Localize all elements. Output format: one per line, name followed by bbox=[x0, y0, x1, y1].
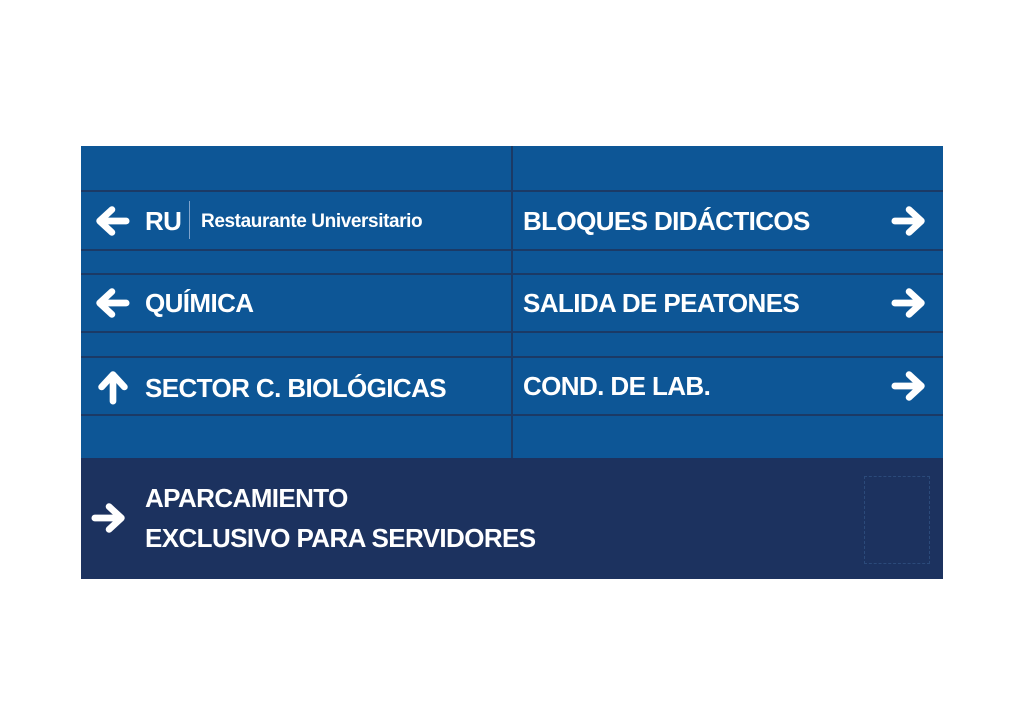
sector-label: SECTOR C. BIOLÓGICAS bbox=[145, 373, 446, 403]
arrow-right-icon bbox=[891, 284, 929, 322]
quimica-label: QUÍMICA bbox=[145, 288, 254, 318]
column-divider bbox=[511, 146, 513, 458]
symbol-placeholder bbox=[864, 476, 930, 564]
cond-label: COND. DE LAB. bbox=[523, 371, 711, 401]
label-separator bbox=[189, 201, 190, 239]
row-divider bbox=[81, 331, 943, 333]
parking-panel bbox=[81, 458, 943, 579]
exclusivo-label: EXCLUSIVO PARA SERVIDORES bbox=[145, 523, 536, 553]
arrow-left-icon bbox=[92, 202, 130, 240]
aparcamiento-label: APARCAMIENTO bbox=[145, 483, 348, 513]
arrow-right-icon bbox=[891, 367, 929, 405]
arrow-up-icon bbox=[94, 367, 132, 405]
row-divider bbox=[81, 249, 943, 251]
arrow-left-icon bbox=[92, 284, 130, 322]
row-divider bbox=[81, 356, 943, 358]
bloques-label: BLOQUES DIDÁCTICOS bbox=[523, 206, 810, 236]
wayfinding-sign bbox=[81, 146, 943, 579]
row-divider bbox=[81, 273, 943, 275]
arrow-right-icon bbox=[891, 202, 929, 240]
row-divider bbox=[81, 414, 943, 416]
restaurante-label: Restaurante Universitario bbox=[201, 211, 423, 232]
row-divider bbox=[81, 190, 943, 192]
salida-label: SALIDA DE PEATONES bbox=[523, 288, 800, 318]
ru-label: RU bbox=[145, 206, 182, 236]
arrow-right-icon bbox=[91, 499, 129, 537]
